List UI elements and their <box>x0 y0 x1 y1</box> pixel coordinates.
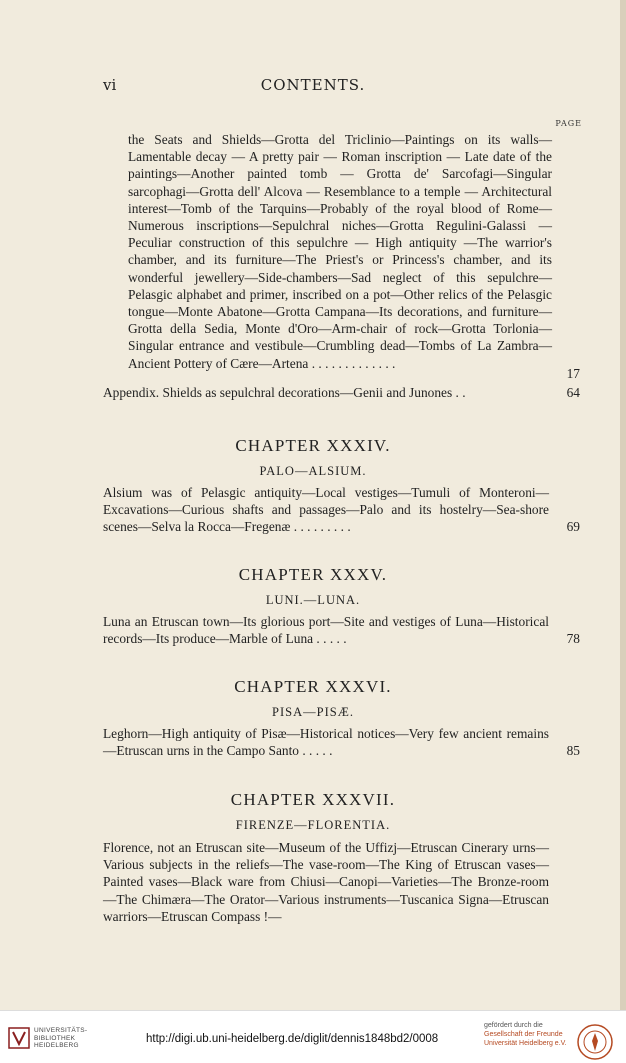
contents-entry <box>128 131 552 372</box>
sponsor-name[interactable]: Gesellschaft der Freunde Universität Heidelberg e.V. <box>484 1031 567 1047</box>
sponsor-label: gefördert durch die <box>484 1022 543 1029</box>
library-logo-icon <box>8 1027 30 1049</box>
chapter-heading <box>0 565 626 608</box>
page-column-label: PAGE <box>555 119 582 128</box>
entry-page: 17 <box>566 366 580 381</box>
appendix-entry <box>103 384 547 401</box>
summary-text: Leghorn—High antiquity of Pisæ—Historical notices—Very few ancient remains—Etruscan urns in the Campo Santo . . . . . <box>103 726 549 759</box>
entry-page: 69 <box>566 519 580 534</box>
entry-page: 64 <box>566 385 580 400</box>
page-edge <box>620 0 626 1010</box>
chapter-heading <box>0 790 626 833</box>
entry-page: 85 <box>566 743 580 758</box>
library-name: UNIVERSITÄTS- BIBLIOTHEK HEIDELBERG <box>34 1027 88 1049</box>
sponsor-block <box>484 1021 574 1048</box>
university-seal-icon <box>576 1023 614 1061</box>
chapter-summary <box>103 725 549 759</box>
entry-text: the Seats and Shields—Grotta del Triclinio—Paintings on its walls—Lamentable decay — A pretty pair — Roman inscription — Late date of the paintings—Another painted tomb — Grotta de' Sarcofagi—Singular sarcophagi—Grotta dell' Alcova — Resemblance to a temple — Architectural interest—Tomb of the Tarquins—Probably of the royal blood of Rome—Numerous inscriptions—Sepulchral niches—Grotta Regulini-Galassi — Peculiar construction of this sepulchre — High antiquity —The warrior's chamber, and its furniture—The Priest's or Princess's chamber, and its wonderful jewellery—Side-chambers—Sad neglect of this sepulchre—Pelasgic alphabet and primer, inscribed on a pot—Other relics of the Pelasgic tongue—Monte Abatone—Grotta Campana—Its decorations, and furniture—Grotta della Sedia, Monte d'Oro—Arm-chair of rock—Grotta Torlonia—Singular entrance and vestibule—Crumbling dead—Tombs of La Zambra—Ancient Pottery of Cære—Artena . . . . . . . . . . . . . <box>128 132 552 371</box>
chapter-subtitle: LUNI.—LUNA. <box>265 593 361 607</box>
chapter-subtitle: PALO—ALSIUM. <box>259 464 367 478</box>
entry-page: 78 <box>566 631 580 646</box>
entry-text: Appendix. Shields as sepulchral decorations—Genii and Junones . . <box>103 385 466 400</box>
chapter-summary <box>103 613 549 647</box>
chapter-number: CHAPTER XXXVII. <box>230 790 396 809</box>
chapter-heading <box>0 436 626 479</box>
chapter-heading <box>0 677 626 720</box>
viewer-footer <box>0 1010 626 1063</box>
page-number-roman: vi <box>103 76 117 94</box>
permalink-url[interactable]: http://digi.ub.uni-heidelberg.de/diglit/dennis1848bd2/0008 <box>146 1033 439 1045</box>
summary-text: Luna an Etruscan town—Its glorious port—Site and vestiges of Luna—Historical records—Its produce—Marble of Luna . . . . . <box>103 614 549 647</box>
chapter-summary <box>103 839 549 925</box>
chapter-number: CHAPTER XXXV. <box>238 565 388 584</box>
chapter-number: CHAPTER XXXVI. <box>234 677 392 696</box>
chapter-number: CHAPTER XXXIV. <box>235 436 391 455</box>
chapter-subtitle: FIRENZE—FLORENTIA. <box>235 818 391 832</box>
page-title: CONTENTS. <box>260 76 366 94</box>
summary-text: Florence, not an Etruscan site—Museum of the Uffizj—Etruscan Cinerary urns—Various subjects in the reliefs—The vase-room—The King of Etruscan vases—Painted vases—Black ware from Chiusi—Canopi—Varieties—The Bronze-room—The Chimæra—The Orator—Various instruments—Tuscanica Signa—Etruscan warriors—Etruscan Compass !— <box>103 840 549 924</box>
chapter-summary <box>103 484 549 536</box>
chapter-subtitle: PISA—PISÆ. <box>272 705 354 719</box>
summary-text: Alsium was of Pelasgic antiquity—Local vestiges—Tumuli of Monteroni—Excavations—Curious shafts and passages—Palo and its hostelry—Sea-shore scenes—Selva la Rocca—Fregenæ . . . . . . . . . <box>103 485 549 535</box>
